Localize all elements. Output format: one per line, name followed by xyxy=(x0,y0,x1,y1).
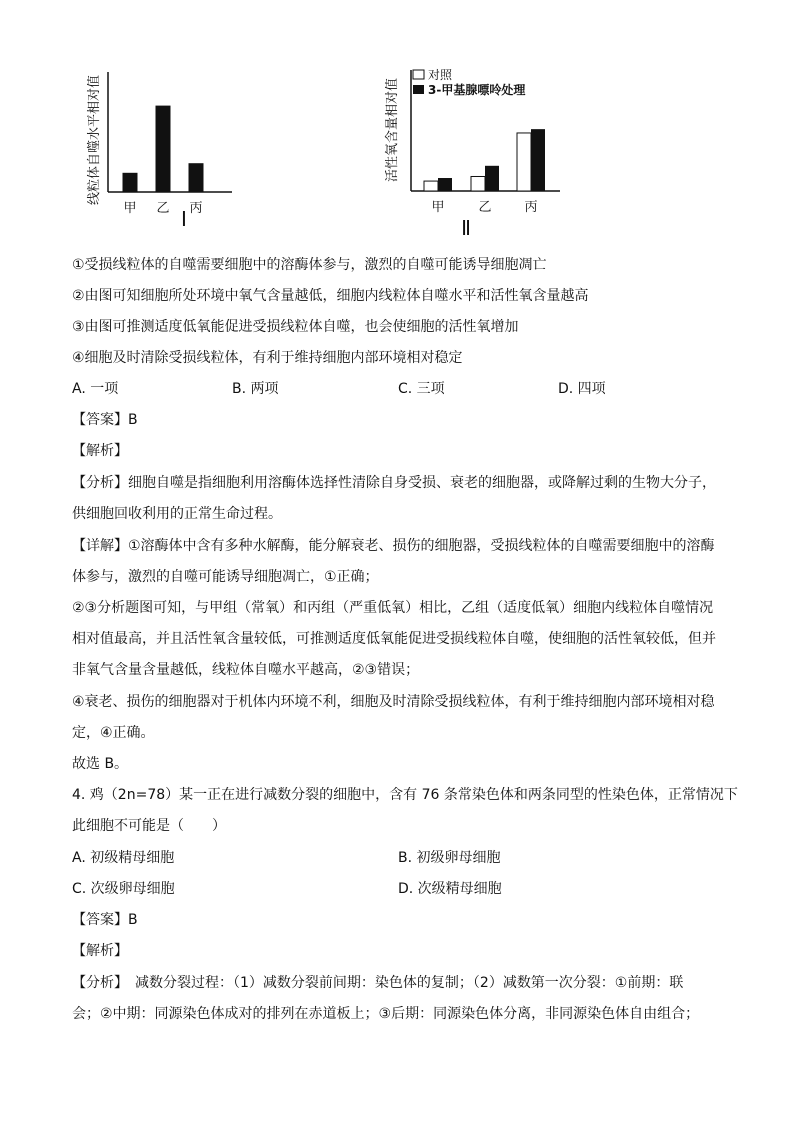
chart-1 xyxy=(80,60,340,235)
statement-1: ①受损线粒体的自噬需要细胞中的溶酶体参与，激烈的自噬可能诱导细胞凋亡 xyxy=(72,257,547,273)
legend-label-control: 对照 xyxy=(428,68,453,82)
q3-fenxi-2: 供细胞回收利用的正常生命过程。 xyxy=(72,506,282,522)
x-tick-label: 甲 xyxy=(123,201,137,216)
bar-treatment-甲 xyxy=(438,178,452,191)
x-tick-label: 乙 xyxy=(156,201,170,216)
legend-label-treatment: 3-甲基腺嘌呤处理 xyxy=(428,83,526,97)
q3-choice: 故选 B。 xyxy=(72,756,129,772)
chart-2 xyxy=(378,60,578,235)
bar-甲 xyxy=(123,173,138,192)
q3-xiangjie-7: 定，④正确。 xyxy=(72,725,155,741)
q3-xiangjie-1: 【详解】①溶酶体中含有多种水解酶，能分解衰老、损伤的细胞器，受损线粒体的自噬需要细胞中的溶酶 xyxy=(72,538,715,554)
q3-option-c: C. 三项 xyxy=(398,381,445,397)
bar-丙 xyxy=(189,163,204,192)
statement-2: ②由图可知细胞所处环境中氧气含量越低，细胞内线粒体自噬水平和活性氧含量越高 xyxy=(72,288,589,304)
q4-option-a: A. 初级精母细胞 xyxy=(72,850,175,866)
legend-swatch-treatment xyxy=(413,85,424,94)
q3-xiangjie-5: 非氧气含量含量越低，线粒体自噬水平越高，②③错误； xyxy=(72,662,420,678)
x-tick-label: 甲 xyxy=(431,200,445,215)
chart1-label: Ⅰ xyxy=(181,207,187,231)
q4-option-d: D. 次级精母细胞 xyxy=(398,881,502,897)
bar-treatment-丙 xyxy=(531,129,545,191)
q4-option-b: B. 初级卵母细胞 xyxy=(398,850,501,866)
q3-xiangjie-3: ②③分析题图可知，与甲组（常氧）和丙组（严重低氧）相比，乙组（适度低氧）细胞内线粒体自噬情况 xyxy=(72,600,714,616)
statement-4: ④细胞及时清除受损线粒体，有利于维持细胞内部环境相对稳定 xyxy=(72,350,463,366)
bar-control-丙 xyxy=(517,133,531,191)
q3-fenxi-1: 【分析】细胞自噬是指细胞利用溶酶体选择性清除自身受损、衰老的细胞器，或降解过剩的生物大分子， xyxy=(72,475,716,491)
bar-乙 xyxy=(156,106,171,192)
q3-answer: 【答案】B xyxy=(72,412,138,428)
legend-swatch-control xyxy=(413,70,424,79)
q4-fenxi-2: 会；②中期：同源染色体成对的排列在赤道板上；③后期：同源染色体分离，非同源染色体自由组合； xyxy=(72,1006,700,1022)
bar-treatment-乙 xyxy=(485,166,499,191)
q4-answer: 【答案】B xyxy=(72,912,138,928)
bar-control-甲 xyxy=(424,181,438,191)
q3-option-b: B. 两项 xyxy=(232,381,279,397)
x-tick-label: 乙 xyxy=(478,200,492,215)
q3-xiangjie-2: 体参与，激烈的自噬可能诱导细胞凋亡，①正确； xyxy=(72,569,379,585)
q3-option-a: A. 一项 xyxy=(72,381,119,397)
chart2-ylabel: 活性氧含量相对值 xyxy=(385,77,400,183)
q3-xiangjie-6: ④衰老、损伤的细胞器对于机体内环境不利，细胞及时清除受损线粒体，有利于维持细胞内部环境相对稳 xyxy=(72,694,715,710)
q3-xiangjie-4: 相对值最高，并且活性氧含量较低，可推测适度低氧能促进受损线粒体自噬，使细胞的活性氧较低，但并 xyxy=(72,631,716,647)
statement-3: ③由图可推测适度低氧能促进受损线粒体自噬，也会使细胞的活性氧增加 xyxy=(72,319,519,335)
bar-control-乙 xyxy=(471,176,485,191)
q4-fenxi-1: 【分析】 减数分裂过程：（1）减数分裂前间期：染色体的复制；（2）减数第一次分裂：①前期：联 xyxy=(72,975,684,991)
q4-option-c: C. 次级卵母细胞 xyxy=(72,881,175,897)
x-tick-label: 丙 xyxy=(524,200,538,215)
q4-stem-1: 4. 鸡（2n=78）某一正在进行减数分裂的细胞中，含有 76 条常染色体和两条同型的性染色体，正常情况下 xyxy=(72,787,738,803)
chart1-ylabel: 线粒体自噬水平相对值 xyxy=(87,74,102,206)
q3-analysis-label: 【解析】 xyxy=(72,443,128,459)
q3-option-d: D. 四项 xyxy=(558,381,606,397)
q4-stem-2: 此细胞不可能是（ ） xyxy=(72,818,226,834)
chart2-label: Ⅱ xyxy=(461,216,471,235)
x-tick-label: 丙 xyxy=(189,201,203,216)
q4-analysis-label: 【解析】 xyxy=(72,943,128,959)
